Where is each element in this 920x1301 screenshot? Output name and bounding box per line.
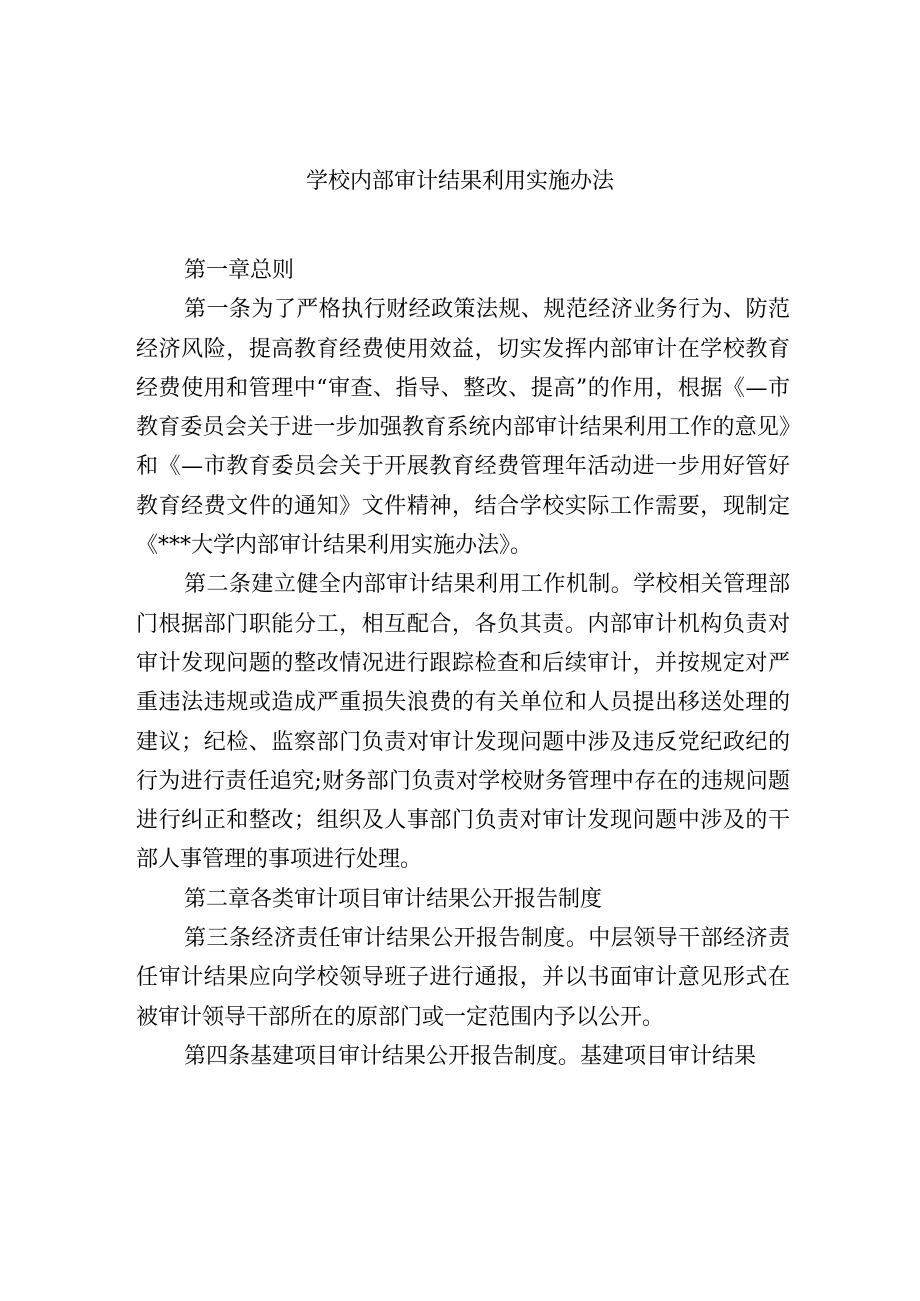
article-3: 第三条经济责任审计结果公开报告制度。中层领导干部经济责任审计结果应向学校领导班子进行通报，并以书面审计意见形式在被审计领导干部所在的原部门或一定范围内予以公开。: [136, 926, 790, 1030]
article-4: 第四条基建项目审计结果公开报告制度。基建项目审计结果: [184, 1043, 757, 1069]
chapter-heading-2: 第二章各类审计项目审计结果公开报告制度: [184, 886, 603, 912]
document-title: 学校内部审计结果利用实施办法: [305, 169, 614, 194]
document-body: [136, 251, 790, 1076]
article-2: 第二条建立健全内部审计结果利用工作机制。学校相关管理部门根据部门职能分工，相互配合，各负其责。内部审计机构负责对审计发现问题的整改情况进行跟踪检查和后续审计，并按规定对严重违法违规或造成严重损失浪费的有关单位和人员提出移送处理的建议；纪检、监察部门负责对审计发现问题中涉及违反党纪政纪的行为进行责任追究;财务部门负责对学校财务管理中存在的违规问题进行纠正和整改；组织及人事部门负责对审计发现问题中涉及的干部人事管理的事项进行处理。: [136, 572, 790, 873]
chapter-heading-1: 第一章总则: [184, 258, 295, 283]
article-1: 第一条为了严格执行财经政策法规、规范经济业务行为、防范经济风险，提高教育经费使用效益，切实发挥内部审计在学校教育经费使用和管理中“审查、指导、整改、提高”的作用，根据《—市教育委员会关于进一步加强教育系统内部审计结果利用工作的意见》和《—市教育委员会关于开展教育经费管理年活动进一步用好管好教育经费文件的通知》文件精神，结合学校实际工作需要，现制定《***大学内部审计结果利用实施办法》。: [136, 297, 790, 559]
